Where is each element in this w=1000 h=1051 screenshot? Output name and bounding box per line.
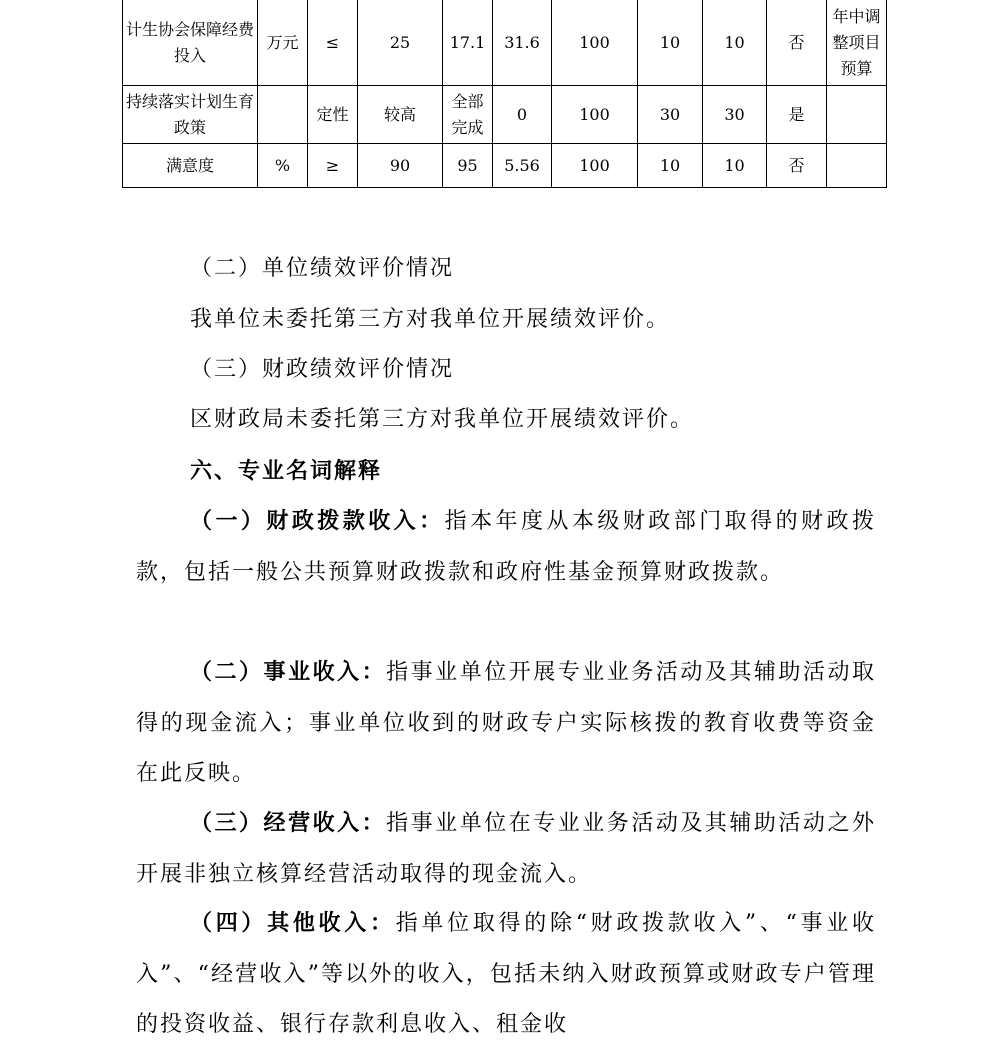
term-text: 指事业单位开展专业业务活动及其辅助活动取得的现金流入；事业单位收到的财政专户实际核拨的教育收费等资金在此反映。 xyxy=(136,660,876,786)
cell: 较高 xyxy=(358,86,443,144)
cell: ≥ xyxy=(308,144,358,188)
cell: 10 xyxy=(703,144,767,188)
cell: 计生协会保障经费投入 xyxy=(123,0,258,86)
cell xyxy=(827,144,887,188)
section-heading: （二）单位绩效评价情况 xyxy=(190,256,455,281)
cell: 17.1 xyxy=(443,0,493,86)
cell: 10 xyxy=(703,0,767,86)
cell: 万元 xyxy=(258,0,308,86)
cell: 定性 xyxy=(308,86,358,144)
cell: 95 xyxy=(443,144,493,188)
paragraph: 我单位未委托第三方对我单位开展绩效评价。 xyxy=(190,307,671,332)
cell: 10 xyxy=(638,144,703,188)
cell: 100 xyxy=(552,0,638,86)
term-label: （四）其他收入： xyxy=(190,910,396,936)
cell: 否 xyxy=(767,0,827,86)
cell: 年中调整项目预算 xyxy=(827,0,887,86)
cell: 30 xyxy=(703,86,767,144)
table-row xyxy=(123,86,887,144)
cell: 100 xyxy=(552,144,638,188)
cell: 否 xyxy=(767,144,827,188)
paragraph: 区财政局未委托第三方对我单位开展绩效评价。 xyxy=(190,407,695,432)
term-label: （三）经营收入： xyxy=(190,810,387,836)
cell: % xyxy=(258,144,308,188)
term-label: （二）事业收入： xyxy=(190,659,387,685)
term-paragraph xyxy=(136,647,876,800)
cell xyxy=(827,86,887,144)
cell: 10 xyxy=(638,0,703,86)
term-paragraph xyxy=(136,496,876,598)
cell: 90 xyxy=(358,144,443,188)
cell: 0 xyxy=(493,86,552,144)
cell: 满意度 xyxy=(123,144,258,188)
term-paragraph xyxy=(136,798,876,900)
cell: ≤ xyxy=(308,0,358,86)
chapter-heading: 六、专业名词解释 xyxy=(190,458,383,484)
term-paragraph xyxy=(136,898,876,1051)
performance-table xyxy=(122,0,887,188)
table-row xyxy=(123,144,887,188)
cell: 5.56 xyxy=(493,144,552,188)
cell: 31.6 xyxy=(493,0,552,86)
cell: 持续落实计划生育政策 xyxy=(123,86,258,144)
cell: 是 xyxy=(767,86,827,144)
term-text: 指事业单位在专业业务活动及其辅助活动之外开展非独立核算经营活动取得的现金流入。 xyxy=(136,811,876,887)
term-text: 指单位取得的除“财政拨款收入”、“事业收入”、“经营收入”等以外的收入，包括未纳入财政预算或财政专户管理的投资收益、银行存款利息收入、租金收 xyxy=(136,911,876,1037)
cell: 30 xyxy=(638,86,703,144)
term-label: （一）财政拨款收入： xyxy=(190,508,445,534)
cell: 全部完成 xyxy=(443,86,493,144)
table-row xyxy=(123,0,887,86)
cell xyxy=(258,86,308,144)
cell: 100 xyxy=(552,86,638,144)
section-heading: （三）财政绩效评价情况 xyxy=(190,357,455,382)
cell: 25 xyxy=(358,0,443,86)
term-text: 指本年度从本级财政部门取得的财政拨款，包括一般公共预算财政拨款和政府性基金预算财政拨款。 xyxy=(136,509,876,585)
